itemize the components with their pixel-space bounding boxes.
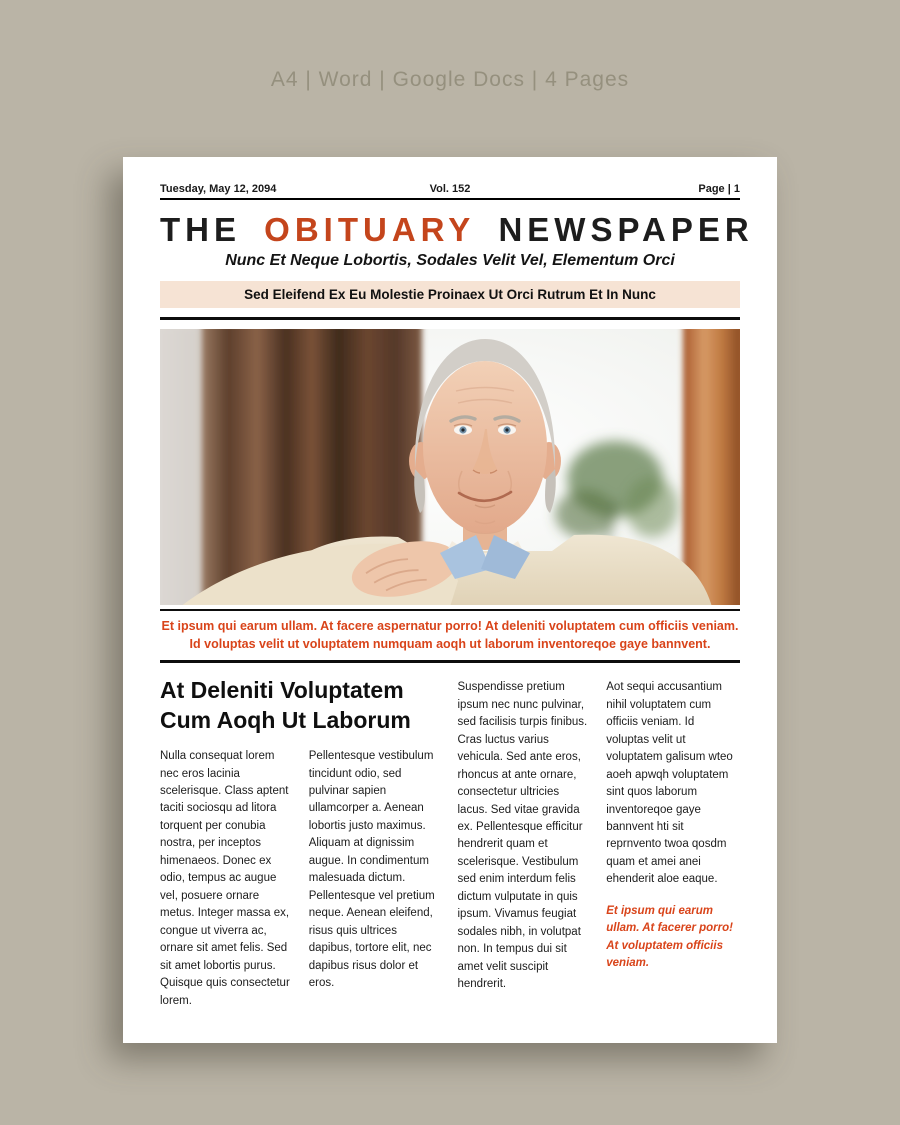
photo-caption-line2: Id voluptas velit ut voluptatem numquam aoqh ut laborum inventoreqoe gaye bannvent. bbox=[189, 637, 711, 652]
article-column-3: Suspendisse pretium ipsum nec nunc pulvinar, sed facilisis turpis finibus. Cras luctus varius vehicula. Sed ante eros, rhoncus at ante ornare, consectetur ultricies lacus. Sed vitae gravida ex. Pellentesque efficitur hendrerit quam et scelerisque. Vestibulum sed enim interdum felis dictum vulputate in quis ipsum. Vivamus feugiat sodales nibh, in volutpat non. In tempus dui sit amet velit suscipit hendrerit. bbox=[457, 681, 588, 991]
dateline-volume: Vol. 152 bbox=[429, 183, 471, 195]
article-section bbox=[160, 677, 740, 1010]
masthead-title bbox=[160, 211, 754, 249]
newspaper-page bbox=[123, 157, 777, 1043]
dateline bbox=[160, 183, 740, 200]
article-headline: At Deleniti Voluptatem Cum Aoqh Ut Laborum bbox=[160, 677, 411, 734]
divider-rule-top bbox=[160, 317, 740, 320]
photo-caption bbox=[160, 611, 740, 660]
masthead-word-obituary: OBITUARY bbox=[264, 211, 476, 248]
curtain-right bbox=[683, 329, 740, 605]
photo-caption-line1: Et ipsum qui earum ullam. At facere aspernatur porro! At deleniti voluptatem cum officiis veniam. bbox=[161, 619, 739, 633]
article-accent-paragraph: Et ipsum qui earum ullam. At facerer porro! At voluptatem officiis veniam. bbox=[606, 904, 733, 970]
masthead-word-the: THE bbox=[160, 211, 241, 248]
banner-strapline: Sed Eleifend Ex Eu Molestie Proinaex Ut Orci Rutrum Et In Nunc bbox=[160, 281, 740, 308]
divider-rule-caption bbox=[160, 660, 740, 663]
dateline-date: Tuesday, May 12, 2094 bbox=[160, 183, 277, 195]
article-column-4 bbox=[606, 679, 740, 1010]
article-column-4-text: Aot sequi accusantium nihil voluptatem cum officiis veniam. Id voluptas velit ut voluptatem galisum wteo aoeh apwqh voluptatem sint quos laborum inventoreqoe gaye bannvent hti sit reprnvento twoa qosdm quam et amei anei ehenderit aloe eaque. bbox=[606, 681, 733, 886]
dateline-page-number: Page | 1 bbox=[698, 183, 740, 195]
masthead-word-newspaper: NEWSPAPER bbox=[498, 211, 754, 248]
portrait-photo-illustration bbox=[160, 329, 740, 605]
template-format-label: A4 | Word | Google Docs | 4 Pages bbox=[270, 68, 630, 91]
article-column-1: Nulla consequat lorem nec eros lacinia scelerisque. Class aptent taciti sociosqu ad litora torquent per conubia nostra, per inceptos himenaeos. Donec ex odio, tempus ac augue vel, posuere ornare metus. Integer massa ex, congue ut viverra ac, ornare sit amet felis. Sed sit amet lobortis purus. Quisque quis consectetur lorem. bbox=[160, 750, 290, 1007]
masthead-subtitle: Nunc Et Neque Lobortis, Sodales Velit Vel, Elementum Orci bbox=[225, 252, 675, 269]
article-column-2: Pellentesque vestibulum tincidunt odio, sed pulvinar sapien ullamcorper a. Aenean lobortis justo maximus. Aliquam at dignissim augue. In condimentum malesuada dictum. Pellentesque vel pretium neque. Aenean eleifend, risus quis ultrices dapibus, tortore elit, nec dapibus risus dolor et eros. bbox=[308, 750, 435, 990]
portrait-photo bbox=[160, 329, 740, 605]
